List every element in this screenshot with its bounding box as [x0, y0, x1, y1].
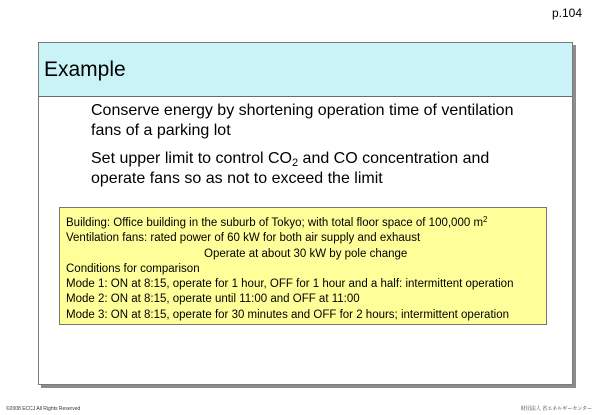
- organization-text: 財団法人 省エネルギーセンター: [520, 406, 592, 412]
- note-line: Building: Office building in the suburb of Tokyo; with total floor space of 100,000 $m^2$: [66, 215, 488, 229]
- note-line: Mode 2: ON at 8:15, operate until 11:00 and OFF at 11:00: [66, 293, 360, 306]
- bullet-item: Set upper limit to control $CO_2$ and CO concentration and operate fans so as not to exceed the limit: [91, 150, 490, 187]
- slide-title: Example: [44, 57, 126, 81]
- slide-frame: [38, 42, 573, 385]
- note-line: Mode 1: ON at 8:15, operate for 1 hour, OFF for 1 hour and a half: intermittent operation: [66, 278, 514, 291]
- copyright-text: ©2008 ECCJ All Rights Reserved: [6, 406, 81, 412]
- note-line: Operate at about 30 kW by pole change: [204, 247, 408, 260]
- bullet-list: [91, 101, 541, 197]
- note-line: Ventilation fans: rated power of 60 kW for both air supply and exhaust: [66, 232, 421, 245]
- conditions-note-box: [59, 207, 547, 325]
- bullet-item: Conserve energy by shortening operation time of ventilation fans of a parking lot: [91, 102, 514, 139]
- slide-title-bar: [39, 43, 572, 97]
- note-line: Mode 3: ON at 8:15, operate for 30 minutes and OFF for 2 hours; intermittent operation: [66, 308, 509, 321]
- note-line: Conditions for comparison: [66, 262, 200, 275]
- page-number: p.104: [551, 6, 582, 20]
